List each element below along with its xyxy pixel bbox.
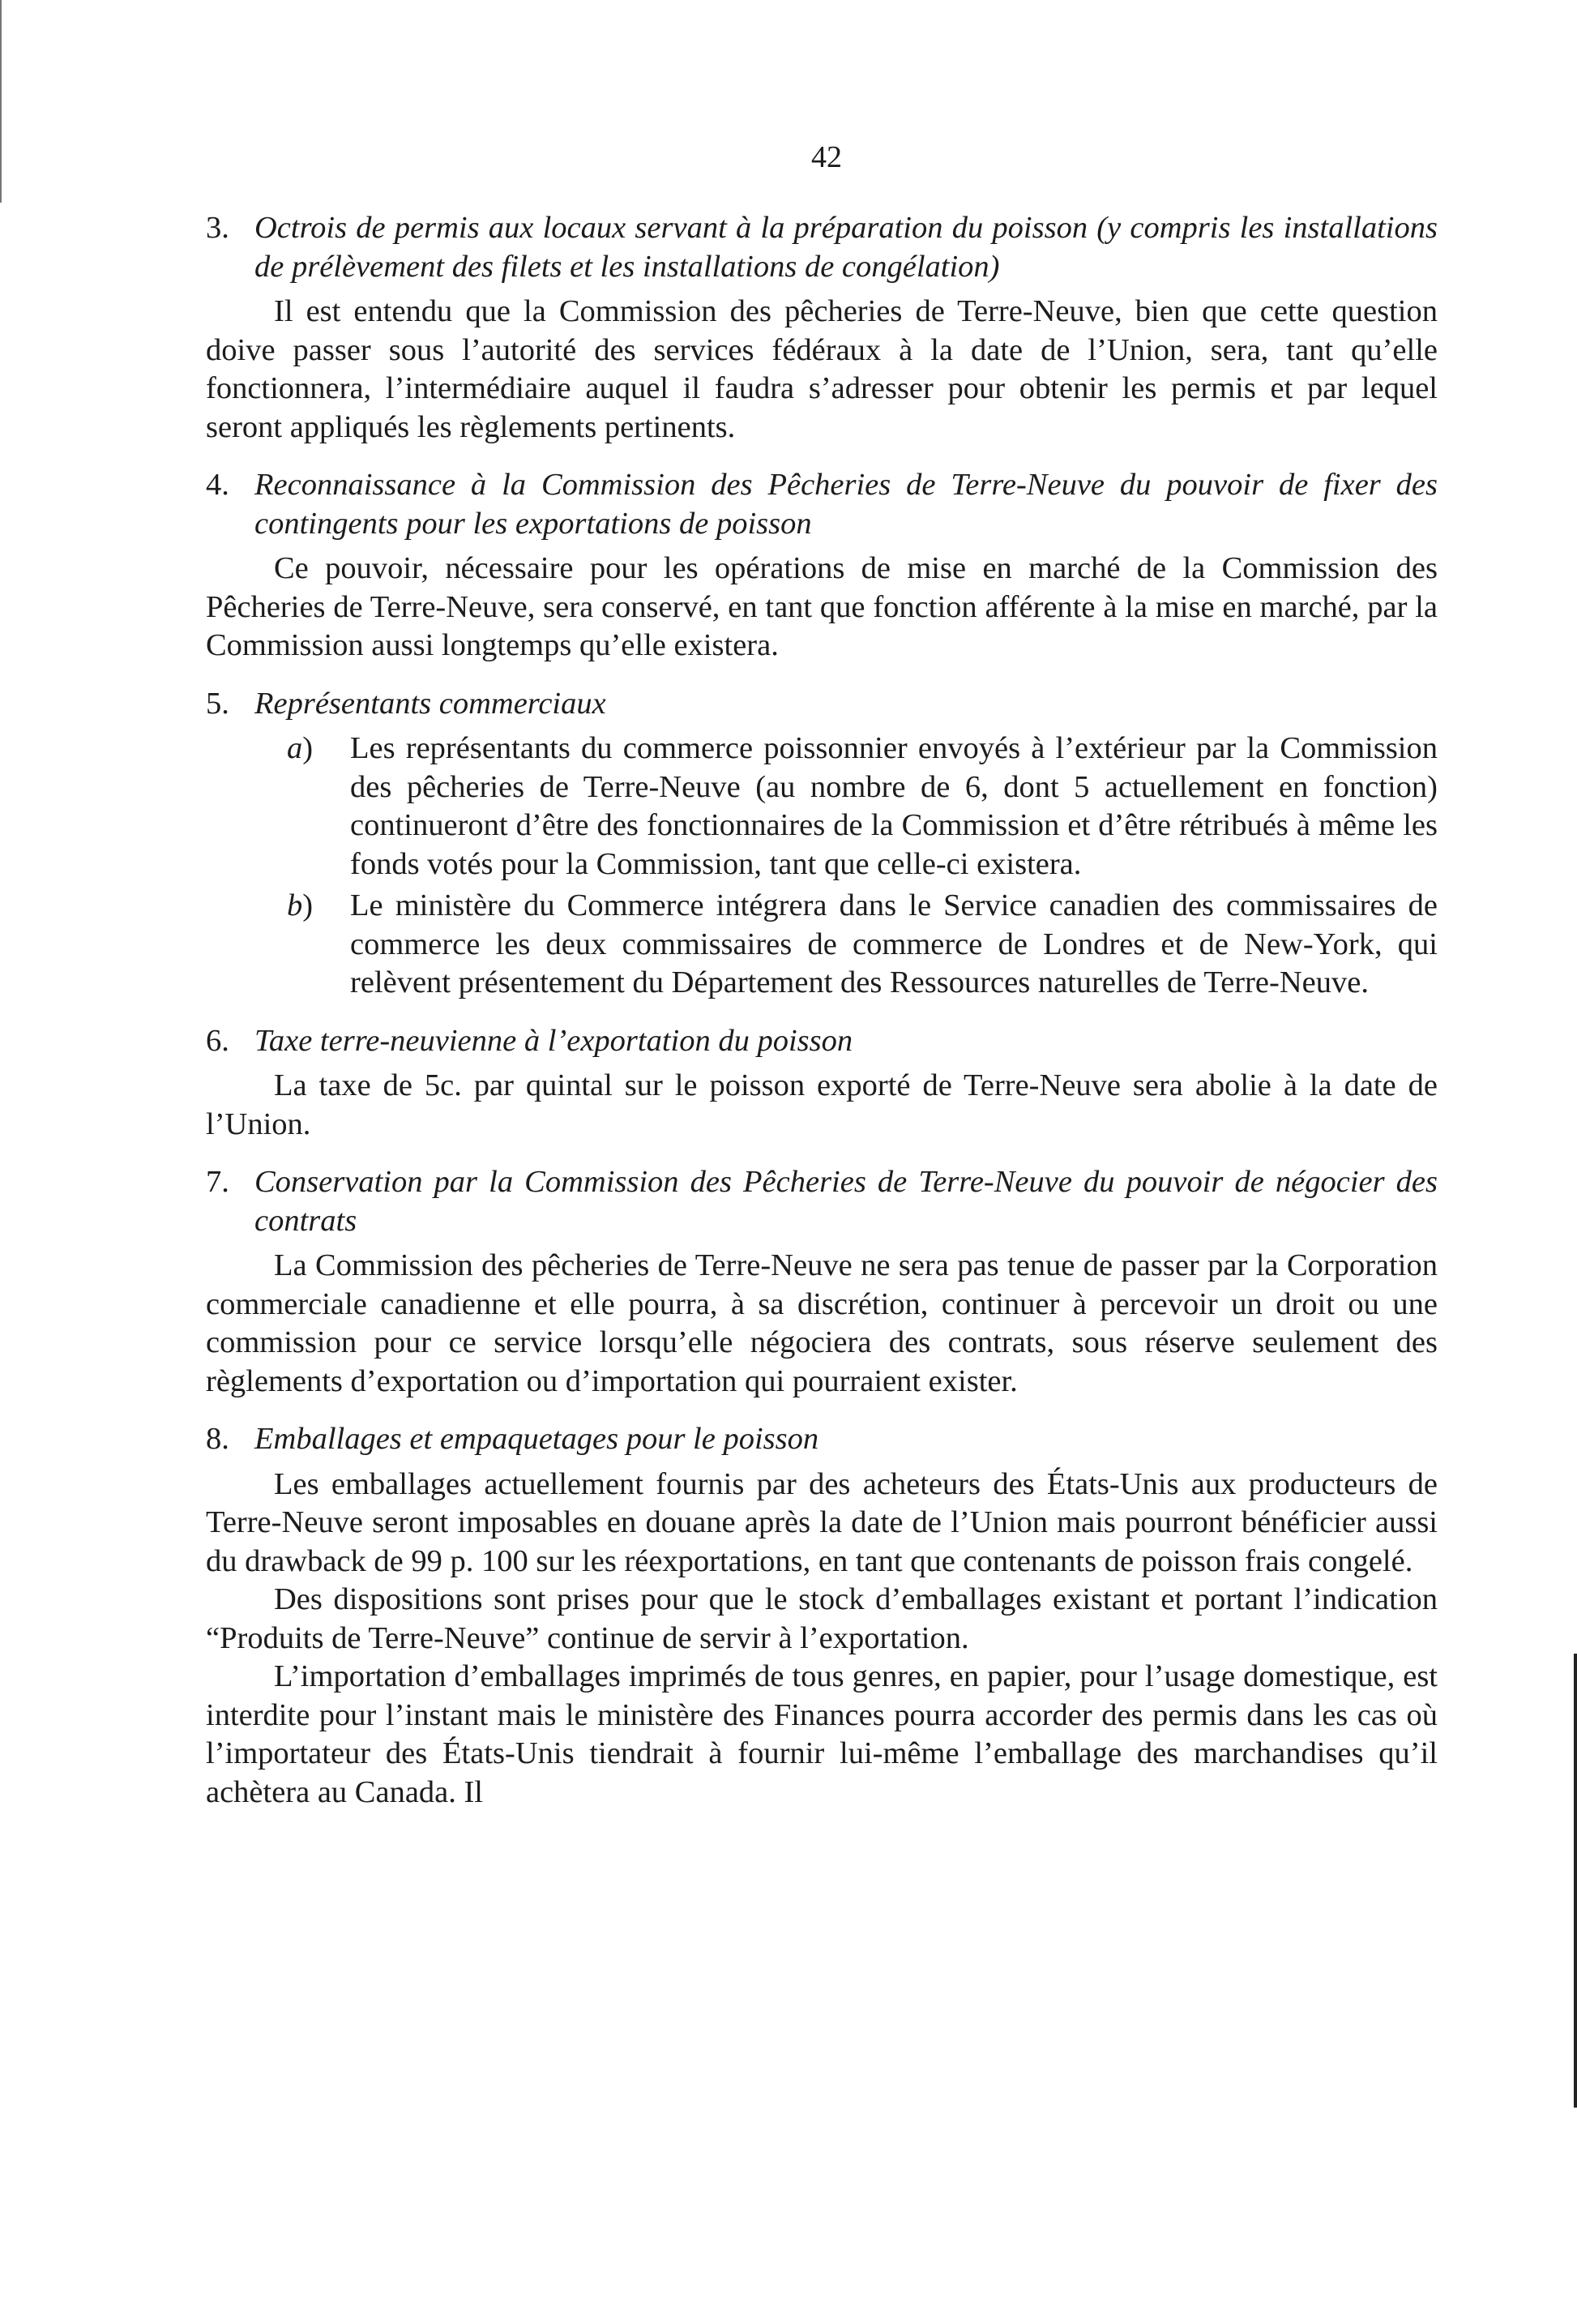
section-title: Représentants commerciaux <box>254 686 606 721</box>
page-content <box>206 209 1438 1831</box>
section-title: Conservation par la Commission des Pêcheries de Terre-Neuve du pouvoir de négocier des contrats <box>254 1165 1438 1238</box>
section-heading <box>206 466 1438 543</box>
section-paragraph: La Commission des pêcheries de Terre-Neuve ne sera pas tenue de passer par la Corporation commerciale canadienne et elle pourra, à sa discrétion, continuer à percevoir un droit ou une commission pour ce service lorsqu’elle négociera des contrats, sous réserve seulement des règlements d’exportation ou d’importation qui pourraient exister. <box>206 1248 1438 1398</box>
section-heading <box>206 1022 1438 1061</box>
right-margin-rule <box>1574 1654 1577 2108</box>
subitem-marker: b) <box>287 888 314 922</box>
section-6 <box>206 1022 1438 1145</box>
section-heading <box>206 685 1438 724</box>
subitem-a <box>287 730 1438 884</box>
subitem-text: Les représentants du commerce poissonnier envoyés à l’extérieur par la Commission des pêcheries de Terre-Neuve (au nombre de 6, dont 5 actuellement en fonction) continueront d’être des fonctionnaires de la Commission et d’être rétribués à même les fonds votés pour la Commission, tant que celle-ci existera. <box>350 731 1438 881</box>
section-title: Octrois de permis aux locaux servant à la préparation du poisson (y compris les installations de prélèvement des filets et les installations de congélation) <box>254 211 1438 284</box>
section-number: 4. <box>206 468 229 502</box>
section-paragraph: La taxe de 5c. par quintal sur le poisson exporté de Terre-Neuve sera abolie à la date de l’Union. <box>206 1068 1438 1141</box>
subitem-list <box>206 730 1438 1003</box>
subitem-letter: a <box>287 731 303 765</box>
subitem-b <box>287 887 1438 1003</box>
section-heading <box>206 1420 1438 1459</box>
section-title: Reconnaissance à la Commission des Pêcheries de Terre-Neuve du pouvoir de fixer des contingents pour les exportations de poisson <box>254 468 1438 541</box>
section-paragraph: Les emballages actuellement fournis par des acheteurs des États-Unis aux producteurs de Terre-Neuve seront imposables en douane après la date de l’Union mais pourront bénéficier aussi du drawback de 99 p. 100 sur les réexportations, en tant que contenants de poisson frais congelé. <box>206 1466 1438 1578</box>
subitem-text: Le ministère du Commerce intégrera dans le Service canadien des commissaires de commerce les deux commissaires de commerce de Londres et de New-York, qui relèvent présentement du Département des Ressources naturelles de Terre-Neuve. <box>350 888 1438 999</box>
section-paragraph: Ce pouvoir, nécessaire pour les opérations de mise en marché de la Commission des Pêcheries de Terre-Neuve, sera conservé, en tant que fonction afférente à la mise en marché, par la Commission aussi longtemps qu’elle existera. <box>206 551 1438 662</box>
section-number: 7. <box>206 1165 229 1199</box>
section-title: Taxe terre-neuvienne à l’exportation du poisson <box>254 1023 853 1058</box>
section-paragraph: L’importation d’emballages imprimés de tous genres, en papier, pour l’usage domestique, est interdite pour l’instant mais le ministère des Finances pourra accorder des permis dans les cas où l’importateur des États-Unis tiendrait à fournir lui-même l’emballage des marchandises qu’il achètera au Canada. Il <box>206 1659 1438 1809</box>
section-8 <box>206 1420 1438 1812</box>
section-5 <box>206 685 1438 1003</box>
page-number: 42 <box>811 140 842 174</box>
section-number: 3. <box>206 211 229 245</box>
subitem-letter: b <box>287 888 303 922</box>
subitem-marker: a) <box>287 731 314 765</box>
section-number: 5. <box>206 686 229 721</box>
section-3 <box>206 209 1438 447</box>
section-paragraph: Il est entendu que la Commission des pêcheries de Terre-Neuve, bien que cette question doive passer sous l’autorité des services fédéraux à la date de l’Union, sera, tant qu’elle fonctionnera, l’intermédiaire auquel il faudra s’adresser pour obtenir les permis et par lequel seront appliqués les règlements pertinents. <box>206 294 1438 444</box>
section-number: 6. <box>206 1023 229 1058</box>
section-title: Emballages et empaquetages pour le poisson <box>254 1422 819 1456</box>
section-number: 8. <box>206 1422 229 1456</box>
section-paragraph: Des dispositions sont prises pour que le stock d’emballages existant et portant l’indication “Produits de Terre-Neuve” continue de servir à l’exportation. <box>206 1582 1438 1655</box>
section-7 <box>206 1163 1438 1401</box>
section-heading <box>206 1163 1438 1240</box>
section-4 <box>206 466 1438 666</box>
section-heading <box>206 209 1438 286</box>
